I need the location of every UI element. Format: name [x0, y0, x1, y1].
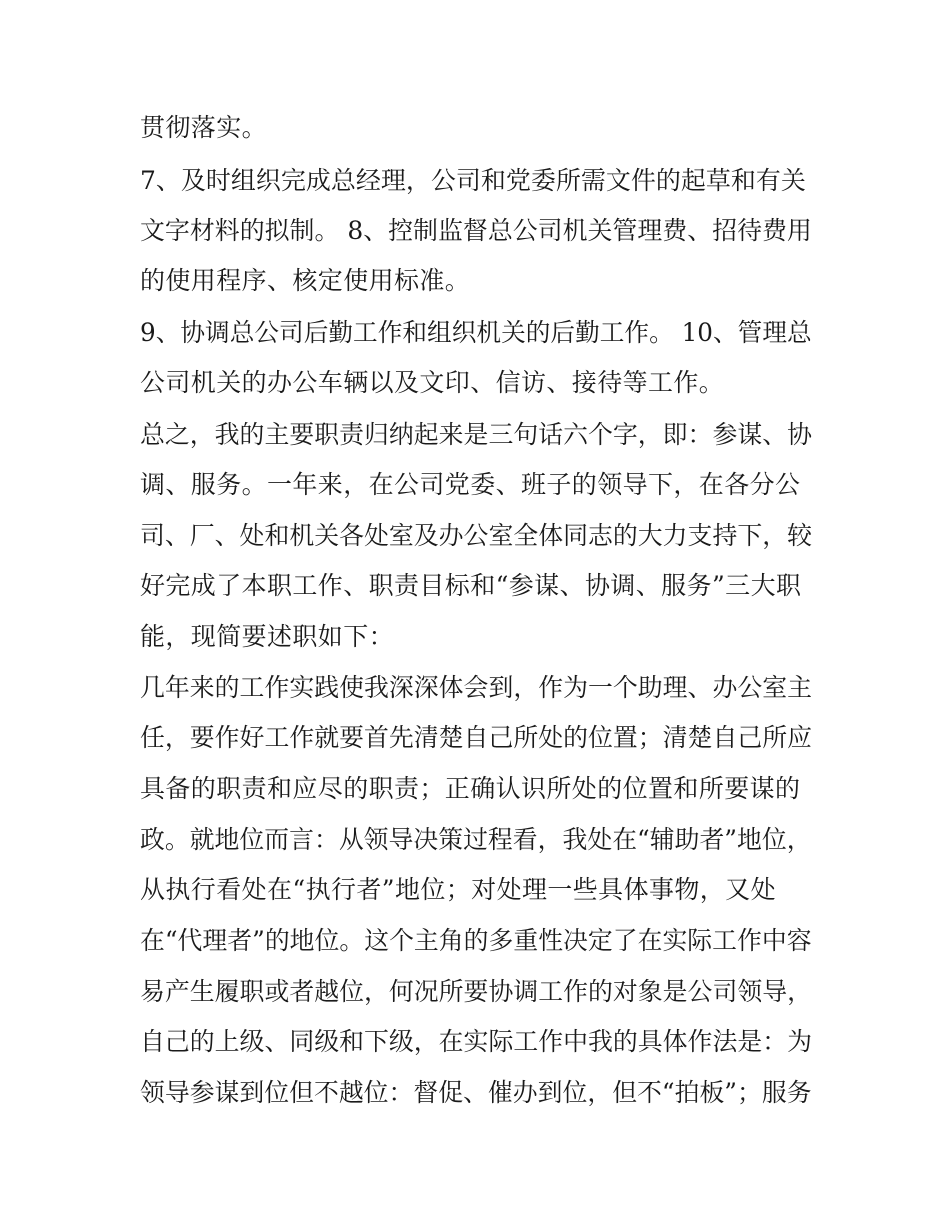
text-line-17: 在“代理者”的地位。这个主角的多重性决定了在实际工作中容 [140, 926, 812, 955]
text-line-15: 政。就地位而言：从领导决策过程看，我处在“辅助者”地位， [140, 825, 812, 854]
text-line-8: 调、服务。一年来，在公司党委、班子的领导下，在各分公 [140, 470, 801, 499]
text-line-14: 具备的职责和应尽的职责；正确认识所处的位置和所要谋的 [140, 774, 801, 803]
text-line-11: 能，现简要述职如下： [140, 622, 395, 651]
text-line-5: 9、协调总公司后勤工作和组织机关的后勤工作。 10、管理总 [140, 318, 812, 347]
text-line-9: 司、厂、处和机关各处室及办公室全体同志的大力支持下，较 [140, 521, 813, 550]
text-line-3: 文字材料的拟制。 8、控制监督总公司机关管理费、招待费用 [140, 216, 812, 245]
text-line-20: 领导参谋到位但不越位：督促、催办到位，但不“拍板”；服务 [140, 1078, 812, 1107]
text-line-13: 任，要作好工作就要首先清楚自己所处的位置；清楚自己所应 [140, 723, 813, 752]
text-line-18: 易产生履职或者越位，何况所要协调工作的对象是公司领导， [140, 977, 813, 1006]
text-line-10: 好完成了本职工作、职责目标和“参谋、协调、服务”三大职 [140, 571, 802, 600]
text-line-1: 贯彻落实。 [140, 113, 268, 142]
text-line-7: 总之，我的主要职责归纳起来是三句话六个字，即：参谋、协 [140, 420, 813, 449]
text-line-4: 的使用程序、核定使用标准。 [140, 266, 471, 295]
text-line-12: 几年来的工作实践使我深深体会到，作为一个助理、办公室主 [140, 673, 813, 702]
text-line-2: 7、及时组织完成总经理，公司和党委所需文件的起草和有关 [140, 166, 806, 195]
text-line-6: 公司机关的办公车辆以及文印、信访、接待等工作。 [140, 368, 725, 397]
text-line-19: 自己的上级、同级和下级，在实际工作中我的具体作法是：为 [140, 1027, 813, 1056]
text-line-16: 从执行看处在“执行者”地位；对处理一些具体事物，又处 [140, 875, 776, 904]
